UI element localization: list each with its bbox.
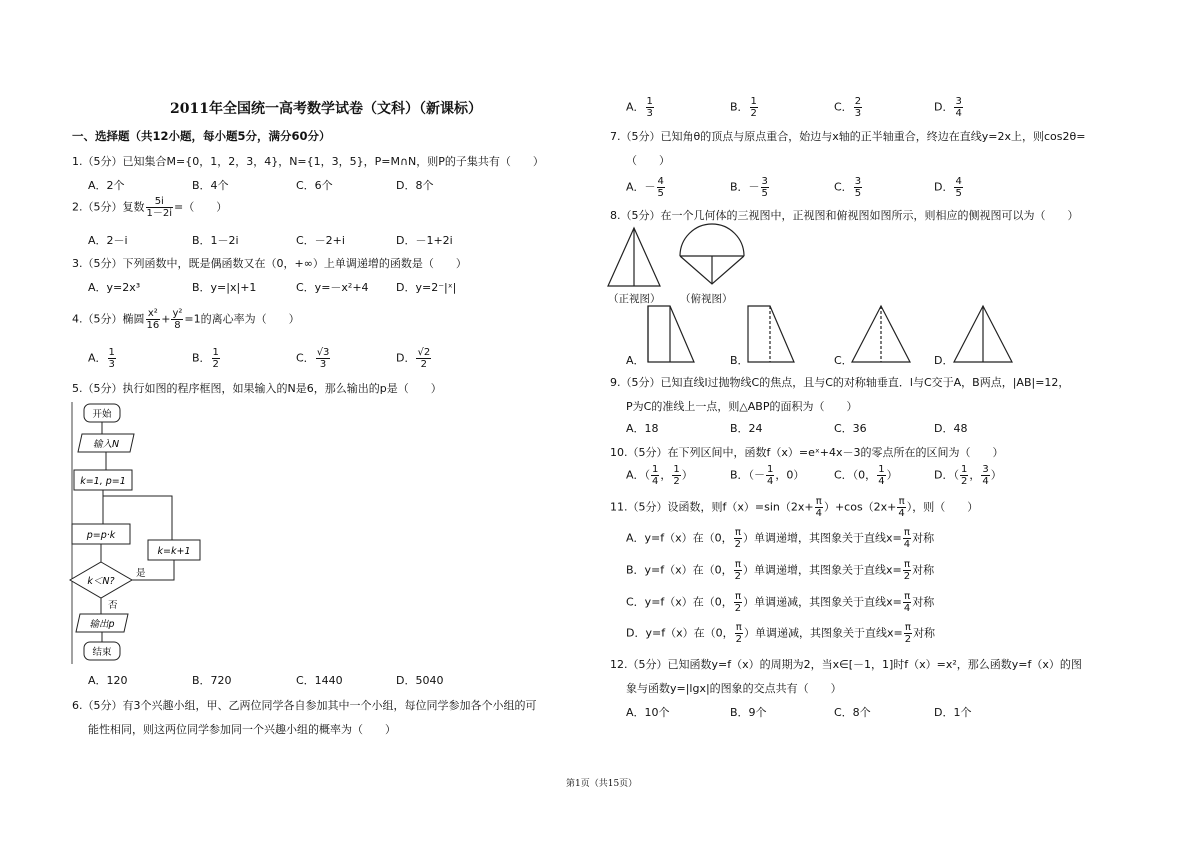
q4-option-c: C． $\frac{√3}{3}$ [296, 347, 330, 370]
flow-start-label: 开始 [92, 409, 112, 420]
q8-text: 8.（5分）在一个几何体的三视图中，正视图和俯视图如图所示，则相应的侧视图可以为（ ） [610, 209, 1079, 222]
q9-option-b: B．24 [730, 422, 763, 435]
q5-option-b: B．720 [192, 674, 232, 687]
q6-option-a: A． $\frac{1}{3}$ [626, 96, 653, 119]
q11-option-c: C．y=f（x）在（0， $\frac{\pi}{2}$ ）单调递减，其图象关于直线x= $\frac{\pi}{4}$ 对称 [626, 591, 935, 614]
q4-option-d: D． $\frac{√2}{2}$ [396, 347, 431, 370]
q12-option-c: C．8个 [834, 706, 871, 719]
q7-text-line2: （ ） [626, 154, 670, 167]
flow-input-label: 输入N [92, 439, 120, 450]
q5-text: 5.（5分）执行如图的程序框图，如果输入的N是6，那么输出的p是（ ） [72, 382, 442, 395]
page-footer: 第1页（共15页） [566, 779, 638, 789]
q2-option-d: D．－1+2i [396, 234, 453, 247]
q8-option-b: B． [730, 354, 749, 367]
q5-option-d: D．5040 [396, 674, 444, 687]
flow-end-label: 结束 [92, 647, 112, 658]
q3-option-a: A．y=2x³ [88, 281, 141, 294]
q4-option-b: B． $\frac{1}{2}$ [192, 347, 219, 370]
q8-option-c: C． [834, 354, 853, 367]
q8-front-view [604, 224, 664, 290]
q8-option-b-figure [742, 304, 802, 366]
q8-option-a-figure [640, 304, 700, 366]
q12-text-line1: 12.（5分）已知函数y=f（x）的周期为2，当x∈[－1，1]时f（x）=x²，那么函数y=f（x）的图 [610, 658, 1082, 671]
q12-option-a: A．10个 [626, 706, 670, 719]
q10-option-c: C．（0， $\frac{1}{4}$ ） [834, 464, 898, 487]
q6-option-b: B． $\frac{1}{2}$ [730, 96, 757, 119]
q1-option-c: C．6个 [296, 179, 333, 192]
q12-text-line2: 象与函数y=|lgx|的图象的交点共有（ ） [626, 682, 842, 695]
q5-flowchart [68, 400, 228, 668]
q6-option-c: C． $\frac{2}{3}$ [834, 96, 862, 119]
flow-no-label: 否 [108, 600, 118, 611]
q11-option-d: D．y=f（x）在（0， $\frac{\pi}{2}$ ）单调递减，其图象关于直线x= $\frac{\pi}{2}$ 对称 [626, 622, 936, 645]
q5-option-c: C．1440 [296, 674, 343, 687]
q7-option-b: B．－ $\frac{3}{5}$ [730, 176, 768, 199]
q2-text: 2.（5分）复数 $\frac{5i}{1-2i}$ =（ ） [72, 196, 228, 219]
q1-option-a: A．2个 [88, 179, 125, 192]
page-title: 2011年全国统一高考数学试卷（文科）（新课标） [170, 101, 482, 117]
q4-text: 4.（5分）椭圆 $\frac{\text{x²}}{16}$ + $\frac{\text{y²}}{8}$ =1的离心率为（ ） [72, 308, 300, 331]
q10-option-a: A．（ $\frac{1}{4}$ ， $\frac{1}{2}$ ） [626, 464, 693, 487]
flow-increment-label: k=k+1 [157, 546, 191, 557]
q10-option-b: B．（－ $\frac{1}{4}$ ，0） [730, 464, 805, 487]
q12-option-d: D．1个 [934, 706, 972, 719]
q7-option-c: C． $\frac{3}{5}$ [834, 176, 862, 199]
flow-condition-label: k＜N? [87, 576, 115, 587]
q11-text: 11.（5分）设函数，则f（x）=sin（2x+ $\frac{\pi}{4}$ ）+cos（2x+ $\frac{\pi}{4}$ ），则（ ） [610, 496, 979, 519]
q5-option-a: A．120 [88, 674, 128, 687]
q11-option-b: B．y=f（x）在（0， $\frac{\pi}{2}$ ）单调递增，其图象关于直线x= $\frac{\pi}{2}$ 对称 [626, 559, 935, 582]
q3-option-c: C．y=－x²+4 [296, 281, 369, 294]
q8-option-d-figure [950, 304, 1016, 366]
q7-option-a: A．－ $\frac{4}{5}$ [626, 176, 664, 199]
q8-top-label: （俯视图） [680, 293, 733, 305]
q8-option-d: D． [934, 354, 954, 367]
flow-output-label: 输出p [89, 619, 115, 630]
q10-text: 10.（5分）在下列区间中，函数f（x）=eˣ+4x－3的零点所在的区间为（ ） [610, 446, 1004, 459]
q1-option-d: D．8个 [396, 179, 434, 192]
q8-option-c-figure [848, 304, 914, 366]
flow-yes-label: 是 [136, 568, 146, 579]
q3-text: 3.（5分）下列函数中，既是偶函数又在（0，+∞）上单调递增的函数是（ ） [72, 257, 467, 270]
q8-front-label: （正视图） [608, 293, 661, 305]
q9-option-d: D．48 [934, 422, 968, 435]
q8-top-view [676, 222, 748, 292]
q4-option-a: A． $\frac{1}{3}$ [88, 347, 115, 370]
q9-text-line2: P为C的准线上一点，则△ABP的面积为（ ） [626, 400, 858, 413]
q2-option-c: C．－2+i [296, 234, 345, 247]
q1-text: 1.（5分）已知集合M={0，1，2，3，4}，N={1，3，5}，P=M∩N，则P的子集共有（ ） [72, 155, 544, 168]
q6-option-d: D． $\frac{3}{4}$ [934, 96, 962, 119]
q7-option-d: D． $\frac{4}{5}$ [934, 176, 962, 199]
flow-multiply-label: p=p·k [86, 530, 116, 541]
q3-option-b: B．y=|x|+1 [192, 281, 257, 294]
q1-option-b: B．4个 [192, 179, 229, 192]
q9-text-line1: 9.（5分）已知直线l过抛物线C的焦点，且与C的对称轴垂直．l与C交于A，B两点，|AB|=12， [610, 376, 1070, 389]
flow-init-label: k=1, p=1 [80, 476, 126, 487]
q6-text-line1: 6.（5分）有3个兴趣小组，甲、乙两位同学各自参加其中一个小组，每位同学参加各个小组的可 [72, 699, 537, 712]
q12-option-b: B．9个 [730, 706, 767, 719]
q7-text-line1: 7.（5分）已知角θ的顶点与原点重合，始边与x轴的正半轴重合，终边在直线y=2x上，则cos2θ= [610, 130, 1086, 143]
q9-option-a: A．18 [626, 422, 659, 435]
q8-option-a: A． [626, 354, 645, 367]
q11-option-a: A．y=f（x）在（0， $\frac{\pi}{2}$ ）单调递增，其图象关于直线x= $\frac{\pi}{4}$ 对称 [626, 527, 935, 550]
q6-text-line2: 能性相同，则这两位同学参加同一个兴趣小组的概率为（ ） [88, 723, 396, 736]
q2-option-b: B．1－2i [192, 234, 239, 247]
q9-option-c: C．36 [834, 422, 867, 435]
q3-option-d: D．y=2⁻|ˣ| [396, 281, 457, 294]
q10-option-d: D．（ $\frac{1}{2}$ ， $\frac{3}{4}$ ） [934, 464, 1002, 487]
q2-option-a: A．2－i [88, 234, 128, 247]
q2-fraction: $\frac{5i}{1-2i}$ [146, 196, 173, 219]
section-heading: 一、选择题（共12小题，每小题5分，满分60分） [72, 129, 331, 143]
